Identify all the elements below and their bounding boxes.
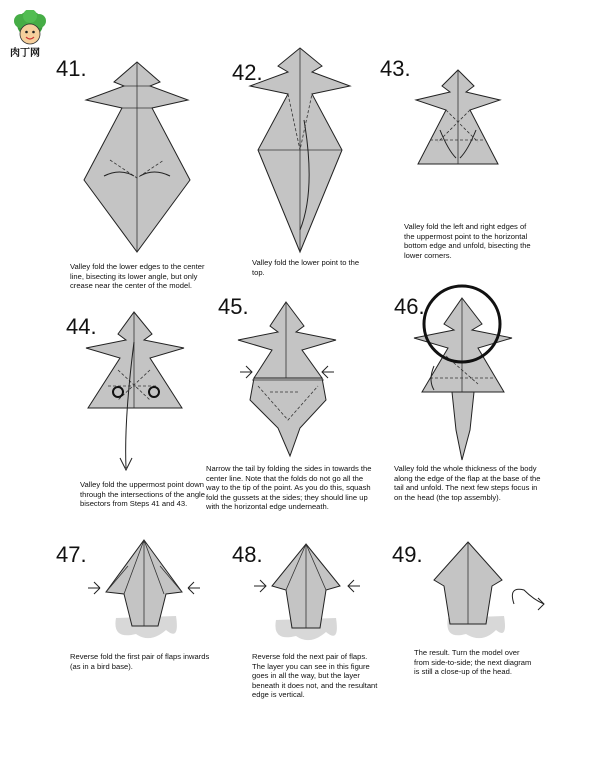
step-caption-49: The result. Turn the model over from side-to-side; the next diagram is still a close-up of the head. [414,648,532,677]
step-number-49: 49. [392,542,423,567]
diagram-step-47 [88,540,200,638]
step-caption-43: Valley fold the left and right edges of the uppermost point to the horizontal bottom edge and unfold, bisecting the lower corners. [404,222,531,260]
step-caption-47: Reverse fold the first pair of flaps inwards (as in a bird base). [70,652,210,671]
diagram-step-42 [250,48,350,252]
step-number-43: 43. [380,56,411,81]
step-caption-44: Valley fold the uppermost point down through the intersections of the angle bisectors from Steps 41 and 43. [80,480,205,509]
step-number-44: 44. [66,314,97,339]
step-number-48: 48. [232,542,263,567]
diagram-step-46 [414,286,512,460]
step-caption-45: Narrow the tail by folding the sides in towards the center line. Note that the folds do not go all the way to the tip of the point. As you do this, squash fold the gussets at the sides; they should line up with the horizontal edge underneath. [206,464,372,512]
step-number-46: 46. [394,294,425,319]
diagram-step-45 [238,302,336,456]
step-caption-48: Reverse fold the next pair of flaps. The layer you can see in this figure goes in all the way, but the layer beneath it does not, and the resultant edge is vertical. [252,652,378,700]
diagram-step-48 [254,544,360,640]
diagram-step-43 [416,70,500,164]
diagram-step-41 [84,62,190,252]
step-number-42: 42. [232,60,263,85]
step-number-41: 41. [56,56,87,81]
step-number-45: 45. [218,294,249,319]
diagram-step-49 [434,542,544,638]
step-caption-46: Valley fold the whole thickness of the body along the edge of the flap at the base of the tail and unfold. The next few steps focus in on the head (the top assembly). [394,464,541,502]
step-caption-41: Valley fold the lower edges to the center line, bisecting its lower angle, but only crease near the center of the model. [70,262,205,291]
step-number-47: 47. [56,542,87,567]
logo-text: 肉丁网 [10,48,40,59]
step-caption-42: Valley fold the lower point to the top. [252,258,360,277]
diagram-step-44 [86,312,184,470]
